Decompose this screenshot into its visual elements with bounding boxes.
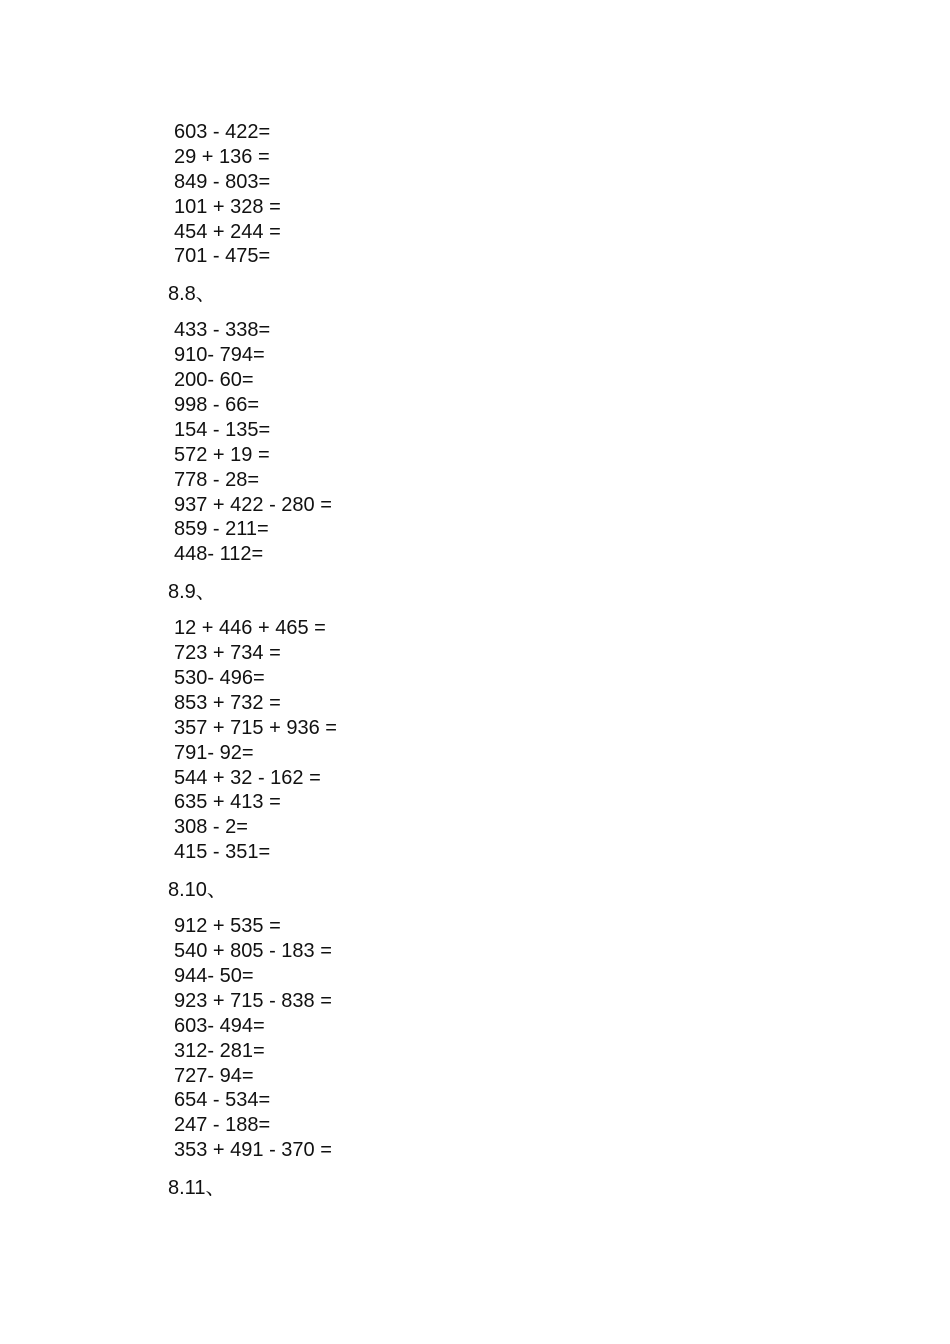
arithmetic-problem: 923 + 715 - 838 = (174, 989, 332, 1012)
arithmetic-problem: 937 + 422 - 280 = (174, 493, 332, 516)
arithmetic-problem: 308 - 2= (174, 816, 248, 839)
section-heading-8-8: 8.8、 (168, 283, 216, 306)
arithmetic-problem: 723 + 734 = (174, 642, 281, 665)
arithmetic-problem: 944- 50= (174, 964, 254, 987)
arithmetic-problem: 910- 794= (174, 344, 265, 367)
arithmetic-problem: 791- 92= (174, 741, 254, 764)
arithmetic-problem: 200- 60= (174, 369, 254, 392)
arithmetic-problem: 353 + 491 - 370 = (174, 1139, 332, 1162)
arithmetic-problem: 101 + 328 = (174, 195, 281, 218)
arithmetic-problem: 727- 94= (174, 1064, 254, 1087)
arithmetic-problem: 12 + 446 + 465 = (174, 617, 326, 640)
arithmetic-problem: 853 + 732 = (174, 691, 281, 714)
section-heading-8-9: 8.9、 (168, 581, 216, 604)
arithmetic-problem: 603- 494= (174, 1014, 265, 1037)
arithmetic-problem: 998 - 66= (174, 394, 260, 417)
arithmetic-problem: 912 + 535 = (174, 915, 281, 938)
arithmetic-problem: 849 - 803= (174, 170, 271, 193)
arithmetic-problem: 540 + 805 - 183 = (174, 940, 332, 963)
arithmetic-problem: 312- 281= (174, 1039, 265, 1062)
arithmetic-problem: 247 - 188= (174, 1114, 271, 1137)
problem-list-8-9 (168, 616, 788, 865)
arithmetic-problem: 603 - 422= (174, 121, 271, 143)
arithmetic-problem: 544 + 32 - 162 = (174, 766, 321, 789)
arithmetic-problem: 415 - 351= (174, 841, 271, 864)
arithmetic-problem: 454 + 244 = (174, 220, 281, 243)
arithmetic-problem: 29 + 136 = (174, 145, 270, 168)
arithmetic-problem: 654 - 534= (174, 1089, 271, 1112)
arithmetic-problem: 357 + 715 + 936 = (174, 716, 337, 739)
problem-list-continued (168, 120, 788, 269)
section-heading-8-11: 8.11、 (168, 1177, 226, 1200)
worksheet-content (168, 120, 788, 1212)
problem-list-8-8 (168, 318, 788, 567)
arithmetic-problem: 778 - 28= (174, 468, 260, 491)
section-heading-8-10: 8.10、 (168, 879, 227, 902)
arithmetic-problem: 530- 496= (174, 667, 265, 690)
arithmetic-problem: 635 + 413 = (174, 791, 281, 814)
arithmetic-problem: 859 - 211= (174, 518, 269, 541)
arithmetic-problem: 701 - 475= (174, 245, 271, 268)
arithmetic-problem: 154 - 135= (174, 418, 271, 441)
arithmetic-problem: 433 - 338= (174, 319, 271, 342)
arithmetic-problem: 448- 112= (174, 543, 264, 566)
arithmetic-problem: 572 + 19 = (174, 443, 270, 466)
problem-list-8-10 (168, 914, 788, 1163)
